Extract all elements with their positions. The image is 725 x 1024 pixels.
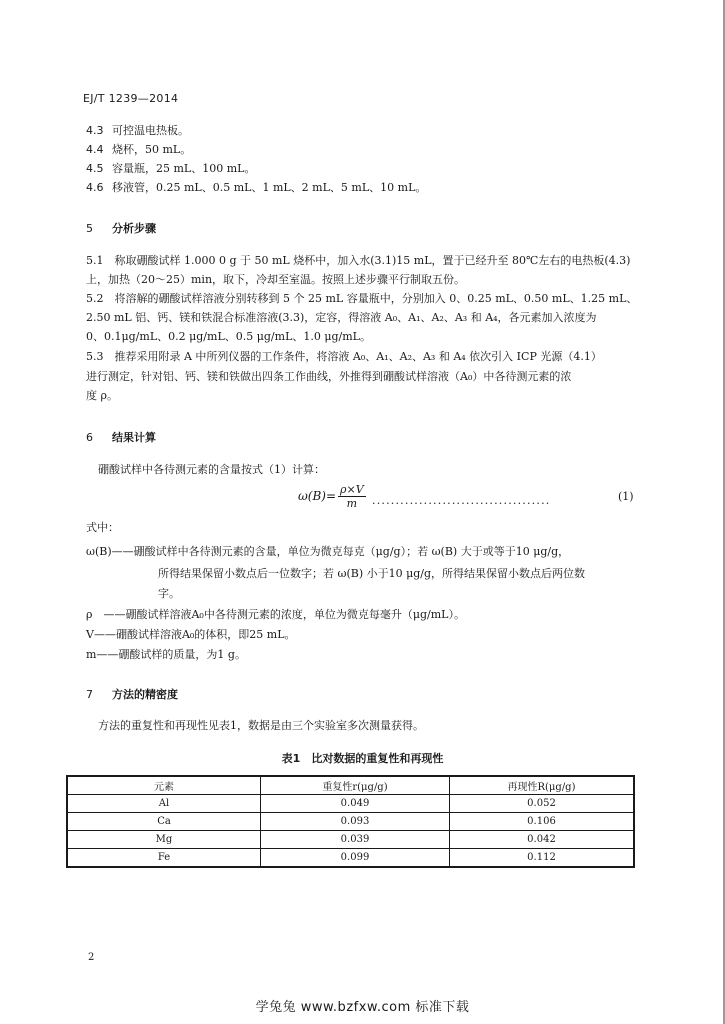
cell-repeatability: 0.039 xyxy=(261,831,450,849)
formula-numerator: ρ×V xyxy=(340,483,364,496)
item-text: 移液管，0.25 mL、0.5 mL、1 mL、2 mL、5 mL、10 mL。 xyxy=(112,181,427,194)
footer-watermark: 学兔兔 www.bzfxw.com 标准下载 xyxy=(255,1000,470,1015)
cell-reproducibility: 0.112 xyxy=(450,849,635,868)
where-label: 式中： xyxy=(86,521,119,534)
formula-fraction xyxy=(338,483,366,510)
page-number: 2 xyxy=(88,952,95,963)
formula-denominator: m xyxy=(346,497,358,510)
section-6-heading xyxy=(86,429,156,445)
table-row xyxy=(67,831,634,849)
cell-element: Ca xyxy=(67,813,261,831)
calc-intro: 硼酸试样中各待测元素的含量按式（1）计算： xyxy=(98,463,325,476)
cell-repeatability: 0.099 xyxy=(261,849,450,868)
item-number: 4.6 xyxy=(86,181,104,194)
equation-number: (1) xyxy=(618,490,634,503)
paragraph-line: 5.3 推荐采用附录 A 中所列仪器的工作条件，将溶液 A₀、A₁、A₂、A₃ 和 A₄ 依次引入 ICP 光源（4.1） xyxy=(86,350,602,363)
header-repeatability: 重复性r(μg/g) xyxy=(261,776,450,795)
table-row xyxy=(67,813,634,831)
table-header-row xyxy=(67,776,634,795)
table-caption: 表1 比对数据的重复性和再现性 xyxy=(281,752,444,765)
apparatus-item xyxy=(86,181,426,195)
section-title: 方法的精密度 xyxy=(112,688,178,701)
paragraph-line: 0、0.1μg/mL、0.2 μg/mL、0.5 μg/mL、1.0 μg/mL。 xyxy=(86,330,371,343)
definition-line: ρ ——硼酸试样溶液A₀中各待测元素的浓度，单位为微克每毫升（μg/mL）。 xyxy=(86,608,465,621)
paragraph-line: 5.2 将溶解的硼酸试样溶液分别转移到 5 个 25 mL 容量瓶中，分别加入 0、0.25 mL、0.50 mL、1.25 mL、 xyxy=(86,292,638,305)
item-text: 烧杯，50 mL。 xyxy=(112,143,192,156)
formula-leader-dots: ...................................... xyxy=(372,494,551,507)
section-7-heading xyxy=(86,686,178,702)
cell-element: Fe xyxy=(67,849,261,868)
definition-line: V——硼酸试样溶液A₀的体积，即25 mL。 xyxy=(86,628,296,641)
section-5-heading xyxy=(86,220,156,236)
header-element: 元素 xyxy=(67,776,261,795)
section-title: 结果计算 xyxy=(112,431,156,444)
cell-repeatability: 0.049 xyxy=(261,795,450,813)
item-text: 可控温电热板。 xyxy=(112,124,189,137)
item-number: 4.5 xyxy=(86,162,104,175)
section-title: 分析步骤 xyxy=(112,222,156,235)
definition-line: 字。 xyxy=(158,587,180,600)
item-text: 容量瓶，25 mL、100 mL。 xyxy=(112,162,256,175)
apparatus-item xyxy=(86,124,189,138)
precision-table xyxy=(66,775,635,868)
cell-repeatability: 0.093 xyxy=(261,813,450,831)
cell-reproducibility: 0.052 xyxy=(450,795,635,813)
paragraph-line: 上，加热（20～25）min，取下，冷却至室温。按照上述步骤平行制取五份。 xyxy=(86,273,466,286)
item-number: 4.3 xyxy=(86,124,104,137)
section-number: 7 xyxy=(86,688,93,701)
document-code: EJ/T 1239—2014 xyxy=(83,92,179,105)
definition-line: ω(B)——硼酸试样中各待测元素的含量，单位为微克每克（μg/g）；若 ω(B) 大于或等于10 μg/g， xyxy=(86,545,570,558)
section-number: 5 xyxy=(86,222,93,235)
formula xyxy=(298,483,366,510)
cell-reproducibility: 0.106 xyxy=(450,813,635,831)
paragraph-line: 进行测定，针对铝、钙、镁和铁做出四条工作曲线，外推得到硼酸试样溶液（A₀）中各待测元素的浓 xyxy=(86,370,572,383)
cell-element: Al xyxy=(67,795,261,813)
header-reproducibility: 再现性R(μg/g) xyxy=(450,776,635,795)
formula-lhs: ω(B)= xyxy=(298,489,337,503)
apparatus-item xyxy=(86,143,191,157)
table-row xyxy=(67,795,634,813)
paragraph-line: 5.1 称取硼酸试样 1.000 0 g 于 50 mL 烧杯中，加入水(3.1)15 mL，置于已经升至 80℃左右的电热板(4.3) xyxy=(86,254,631,267)
definition-line: m——硼酸试样的质量，为1 g。 xyxy=(86,648,246,661)
cell-element: Mg xyxy=(67,831,261,849)
paragraph-line: 度 ρ。 xyxy=(86,389,118,402)
precision-intro: 方法的重复性和再现性见表1，数据是由三个实验室多次测量获得。 xyxy=(98,719,424,732)
apparatus-item xyxy=(86,162,255,176)
definition-line: 所得结果保留小数点后一位数字；若 ω(B) 小于10 μg/g，所得结果保留小数点后两位数 xyxy=(158,567,586,580)
table-row xyxy=(67,849,634,868)
section-number: 6 xyxy=(86,431,93,444)
cell-reproducibility: 0.042 xyxy=(450,831,635,849)
paragraph-line: 2.50 mL 铝、钙、镁和铁混合标准溶液(3.3)，定容，得溶液 A₀、A₁、A₂、A₃ 和 A₄，各元素加入浓度为 xyxy=(86,311,597,324)
item-number: 4.4 xyxy=(86,143,104,156)
